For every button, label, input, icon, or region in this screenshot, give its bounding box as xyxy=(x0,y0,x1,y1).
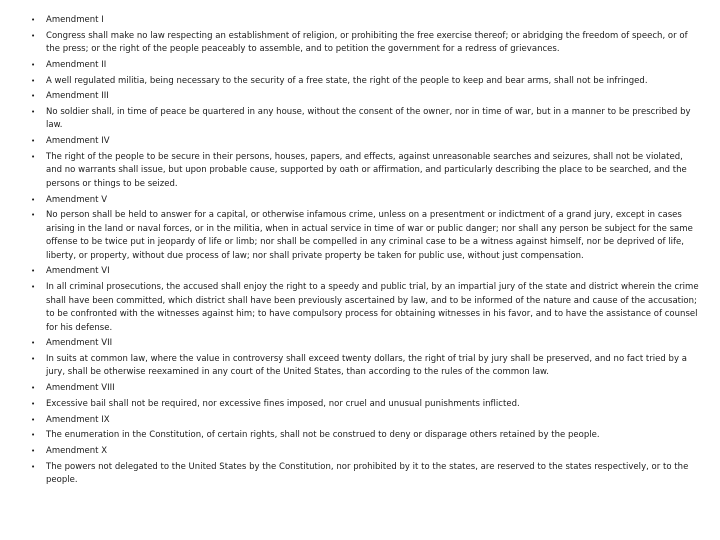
list-item-text: Amendment I xyxy=(46,15,104,25)
list-item xyxy=(31,135,700,149)
list-item xyxy=(31,75,700,89)
list-item-text: Amendment X xyxy=(46,445,108,456)
list-item xyxy=(31,398,700,412)
list-item xyxy=(31,461,700,488)
list-item xyxy=(31,209,700,263)
bullet-icon: • xyxy=(31,211,36,220)
list-item xyxy=(31,14,700,28)
bullet-icon: • xyxy=(31,339,36,348)
list-item-text: The right of the people to be secure in their persons, houses, papers, and effects, against unreasonable searches and seizures, shall not be violated, and no warrants shall issue, but upon probable cause, supported by oath or affirmation, and particularly describing the place to be searched, and the persons or things to be seized. xyxy=(46,151,687,189)
bullet-icon: • xyxy=(31,462,36,471)
list-item-text: Amendment IV xyxy=(46,136,110,147)
list-item-text: Congress shall make no law respecting an establishment of religion, or prohibiting the free exercise thereof; or abridging the freedom of speech, or of the press; or the right of the people peaceably to assemble, and to petition the government for a redress of grievances. xyxy=(46,30,688,55)
list-item xyxy=(31,353,700,380)
bullet-icon: • xyxy=(31,60,36,69)
list-item-text: Amendment IX xyxy=(46,414,110,425)
bullet-icon: • xyxy=(31,431,36,440)
list-item xyxy=(31,265,700,279)
list-item-text: In all criminal prosecutions, the accused shall enjoy the right to a speedy and public trial, by an impartial jury of the state and district wherein the crime shall have been committed, which district shall have been previously ascertained by law, and to be informed of the nature and cause of the accusation; to be confronted with the witnesses against him; to have compulsory process for obtaining witnesses in his favor, and to have the assistance of counsel for his defense. xyxy=(46,282,699,333)
list-item-text: Amendment II xyxy=(46,59,107,70)
list-item-text: The powers not delegated to the United States by the Constitution, nor prohibited by it to the states, are reserved to the states respectively, or to the people. xyxy=(46,461,689,486)
list-item xyxy=(31,106,700,133)
list-item-text: Amendment VII xyxy=(46,338,113,349)
bullet-icon: • xyxy=(31,446,36,455)
list-item-text: Amendment VIII xyxy=(46,383,115,394)
bullet-icon: • xyxy=(31,354,36,363)
bullet-icon: • xyxy=(31,384,36,393)
bullet-icon: • xyxy=(31,76,36,85)
bullet-icon: • xyxy=(31,415,36,424)
list-item xyxy=(31,382,700,396)
list-item xyxy=(31,414,700,428)
bullet-icon: • xyxy=(31,137,36,146)
list-item xyxy=(31,445,700,459)
bullet-icon: • xyxy=(31,31,36,40)
list-item xyxy=(31,429,700,443)
bullet-icon: • xyxy=(31,267,36,276)
list-item-text: Amendment III xyxy=(46,91,109,102)
list-item-text: A well regulated militia, being necessary to the security of a free state, the right of the people to keep and bear arms, shall not be infringed. xyxy=(46,75,648,86)
list-item xyxy=(31,90,700,104)
list-item-text: Amendment V xyxy=(46,194,108,205)
list-item-text: In suits at common law, where the value in controversy shall exceed twenty dollars, the right of trial by jury shall be preserved, and no fact tried by a jury, shall be otherwise reexamined in any court of the United States, than according to the rules of the common law. xyxy=(46,353,687,378)
bullet-icon: • xyxy=(31,152,36,161)
list-item xyxy=(31,59,700,73)
amendments-bullet-list xyxy=(31,14,700,488)
list-item-text: Excessive bail shall not be required, nor excessive fines imposed, nor cruel and unusual punishments inflicted. xyxy=(46,398,520,409)
list-item xyxy=(31,337,700,351)
bullet-icon: • xyxy=(31,399,36,408)
list-item-text: No soldier shall, in time of peace be quartered in any house, without the consent of the owner, nor in time of war, but in a manner to be prescribed by law. xyxy=(46,106,691,131)
list-item xyxy=(31,194,700,208)
bullet-icon: • xyxy=(31,195,36,204)
bullet-icon: • xyxy=(31,107,36,116)
list-item-text: The enumeration in the Constitution, of certain rights, shall not be construed to deny or disparage others retained by the people. xyxy=(46,430,600,441)
list-item xyxy=(31,151,700,192)
list-item xyxy=(31,281,700,335)
list-item xyxy=(31,30,700,57)
bullet-icon: • xyxy=(31,283,36,292)
bullet-icon: • xyxy=(31,16,36,24)
list-item-text: No person shall be held to answer for a capital, or otherwise infamous crime, unless on a presentment or indictment of a grand jury, except in cases arising in the land or naval forces, or in the militia, when in actual service in time of war or public danger; nor shall any person be subject for the same offense to be twice put in jeopardy of life or limb; nor shall be compelled in any criminal case to be a witness against himself, nor be deprived of life, liberty, or property, without due process of law; nor shall private property be taken for public use, without just compensation. xyxy=(46,210,693,261)
bullet-icon: • xyxy=(31,92,36,101)
list-item-text: Amendment VI xyxy=(46,266,110,277)
